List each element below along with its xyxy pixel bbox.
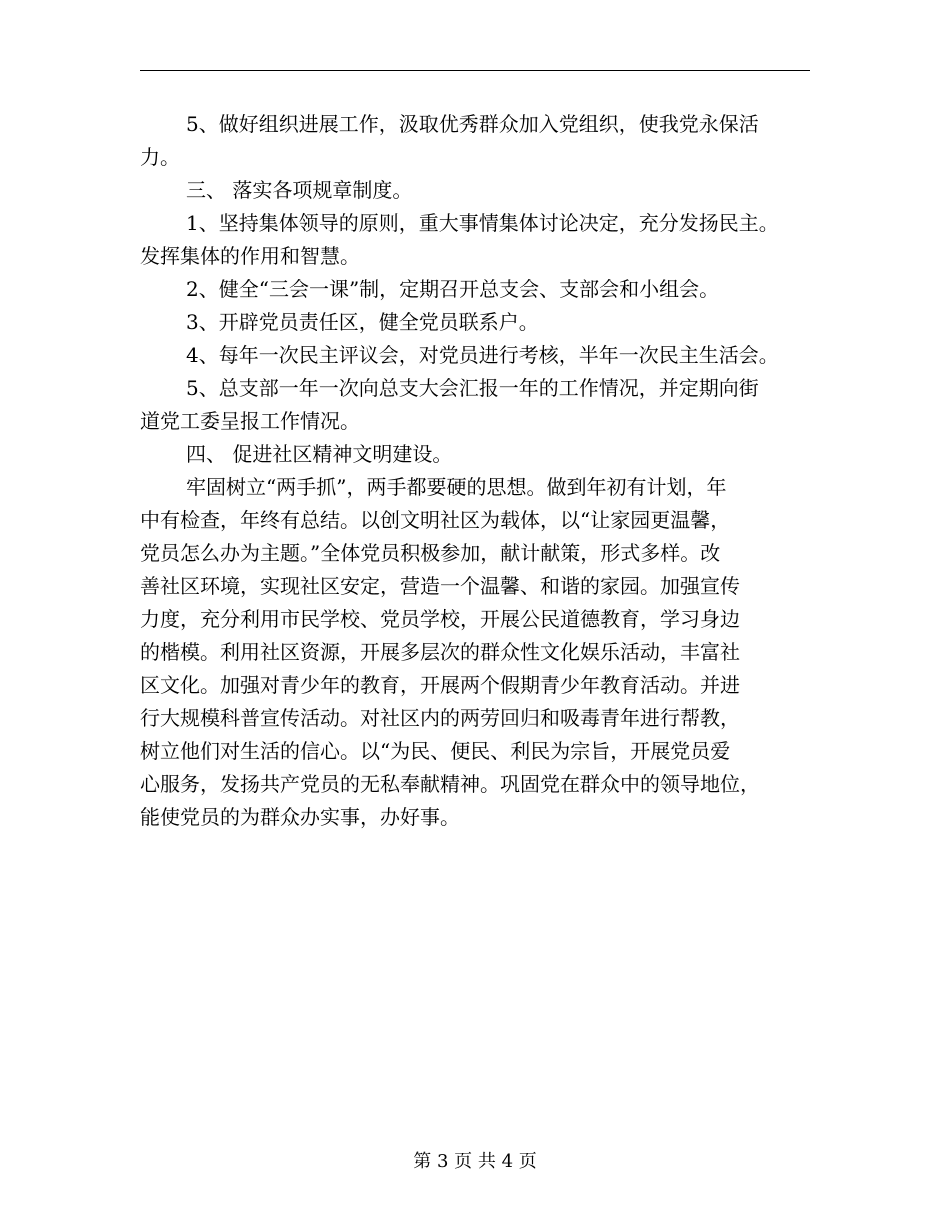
text-line: 2、健全“三会一课”制，定期召开总支会、支部会和小组会。 <box>186 277 720 301</box>
text-line: 的楷模。利用社区资源，开展多层次的群众性文化娱乐活动，丰富社 <box>140 640 740 664</box>
text-line: 3、开辟党员责任区，健全党员联系户。 <box>186 310 539 334</box>
text-line: 道党工委呈报工作情况。 <box>140 409 360 433</box>
text-line: 善社区环境，实现社区安定，营造一个温馨、和谐的家园。加强宣传 <box>140 574 740 598</box>
text-line: 区文化。加强对青少年的教育，开展两个假期青少年教育活动。并进 <box>140 673 740 697</box>
section-heading: 四、 促进社区精神文明建设。 <box>186 442 453 466</box>
text-line: 能使党员的为群众办实事，办好事。 <box>140 805 460 829</box>
section-heading: 三、 落实各项规章制度。 <box>186 178 413 202</box>
text-line: 心服务，发扬共产党员的无私奉献精神。巩固党在群众中的领导地位， <box>140 772 760 796</box>
page-number: 第 3 页 共 4 页 <box>413 1151 537 1172</box>
header-rule <box>140 70 810 71</box>
text-line: 党员怎么办为主题。”全体党员积极参加，献计献策，形式多样。改 <box>140 541 721 565</box>
document-body <box>140 108 830 834</box>
text-line: 中有检查，年终有总结。以创文明社区为载体，以“让家园更温馨， <box>140 508 731 532</box>
text-line: 力。 <box>140 145 180 169</box>
text-line: 行大规模科普宣传活动。对社区内的两劳回归和吸毒青年进行帮教， <box>140 706 740 730</box>
text-line: 力度，充分利用市民学校、党员学校，开展公民道德教育，学习身边 <box>140 607 740 631</box>
text-line: 发挥集体的作用和智慧。 <box>140 244 360 268</box>
text-line: 树立他们对生活的信心。以“为民、便民、利民为宗旨，开展党员爱 <box>140 739 731 763</box>
text-line: 1、坚持集体领导的原则，重大事情集体讨论决定，充分发扬民主。 <box>186 211 779 235</box>
text-line: 5、做好组织进展工作，汲取优秀群众加入党组织，使我党永保活 <box>186 112 759 136</box>
text-line: 4、每年一次民主评议会，对党员进行考核，半年一次民主生活会。 <box>186 343 779 367</box>
text-line: 牢固树立“两手抓”，两手都要硬的思想。做到年初有计划，年 <box>186 475 727 499</box>
text-line: 5、总支部一年一次向总支大会汇报一年的工作情况，并定期向街 <box>186 376 759 400</box>
